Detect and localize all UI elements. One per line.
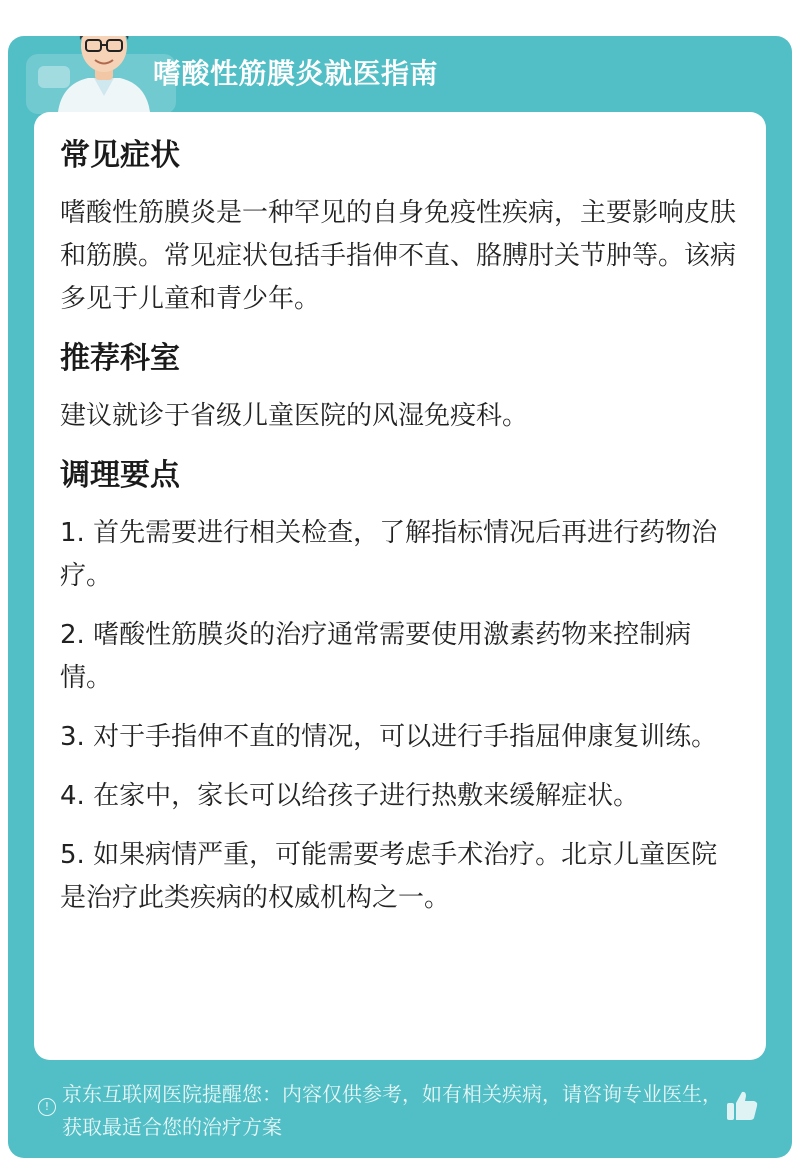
guide-card [8, 36, 792, 1158]
header [8, 36, 792, 112]
content-panel [34, 112, 766, 1060]
footer [8, 1068, 792, 1158]
doctor-avatar-icon [48, 36, 160, 112]
disclaimer-text: 京东互联网医院提醒您：内容仅供参考，如有相关疾病，请咨询专业医生，获取最适合您的治疗方案 [62, 1082, 722, 1139]
symptoms-text: 嗜酸性筋膜炎是一种罕见的自身免疫性疾病，主要影响皮肤和筋膜。常见症状包括手指伸不直、胳膊肘关节肿等。该病多见于儿童和青少年。 [60, 198, 737, 314]
page-title: 嗜酸性筋膜炎就医指南 [153, 57, 439, 90]
care-heading: 调理要点 [60, 458, 180, 493]
department-heading: 推荐科室 [60, 341, 180, 376]
department-text: 建议就诊于省级儿童医院的风湿免疫科。 [60, 401, 529, 431]
care-item-3: 3. 对于手指伸不直的情况，可以进行手指屈伸康复训练。 [60, 722, 718, 752]
care-item-1: 1. 首先需要进行相关检查，了解指标情况后再进行药物治疗。 [60, 518, 718, 591]
care-item-4: 4. 在家中，家长可以给孩子进行热敷来缓解症状。 [60, 781, 640, 811]
care-item-5: 5. 如果病情严重，可能需要考虑手术治疗。北京儿童医院是治疗此类疾病的权威机构之一。 [60, 840, 718, 913]
care-item-2: 2. 嗜酸性筋膜炎的治疗通常需要使用激素药物来控制病情。 [60, 620, 692, 693]
info-icon: ! [38, 1098, 56, 1116]
thumbs-up-icon[interactable] [724, 1088, 760, 1124]
symptoms-heading: 常见症状 [60, 138, 180, 173]
